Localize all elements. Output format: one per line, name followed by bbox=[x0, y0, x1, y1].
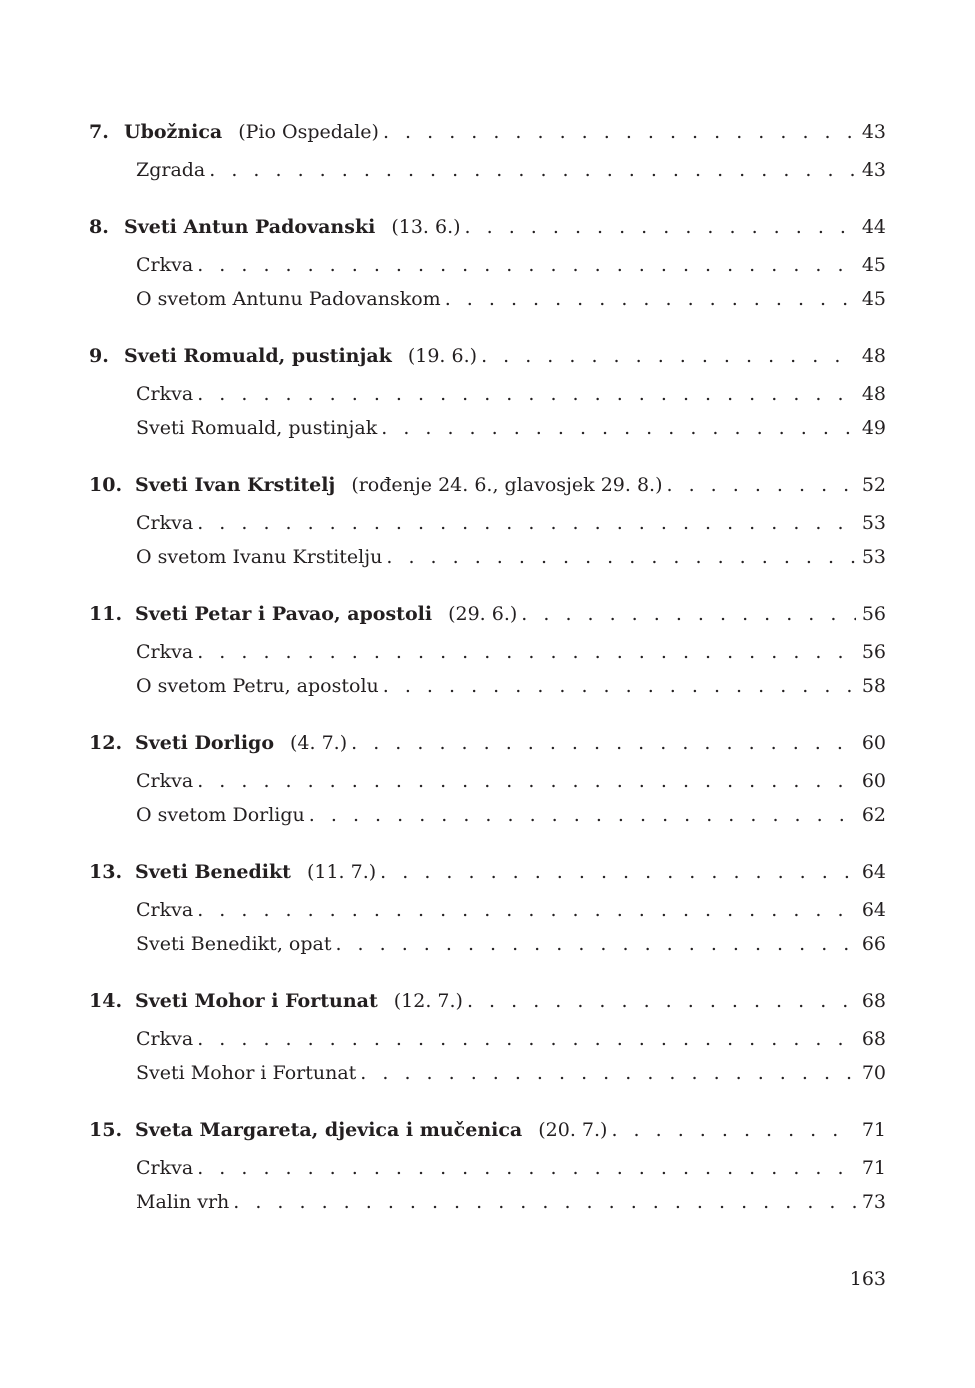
chapter-number: 11. bbox=[89, 603, 123, 625]
page-number: 43 bbox=[861, 159, 886, 181]
dot-leader bbox=[611, 1112, 855, 1148]
toc-subentry[interactable] bbox=[89, 248, 886, 282]
toc-subentry[interactable] bbox=[89, 282, 886, 316]
toc-section bbox=[89, 983, 886, 1090]
chapter-number: 13. bbox=[89, 861, 123, 883]
page-number: 70 bbox=[861, 1062, 886, 1084]
page-number: 58 bbox=[861, 675, 886, 697]
dot-leader bbox=[309, 798, 856, 832]
subentry-label: O svetom Dorligu bbox=[136, 804, 305, 826]
page-number: 68 bbox=[861, 990, 886, 1012]
dot-leader bbox=[335, 927, 855, 961]
toc-subentry[interactable] bbox=[89, 506, 886, 540]
dot-leader bbox=[351, 725, 856, 761]
toc-section bbox=[89, 114, 886, 187]
page-number: 52 bbox=[861, 474, 886, 496]
page-number: 48 bbox=[861, 345, 886, 367]
dot-leader bbox=[197, 893, 856, 927]
dot-leader bbox=[521, 596, 856, 632]
toc-section bbox=[89, 596, 886, 703]
chapter-date: (19. 6.) bbox=[407, 345, 478, 367]
subentry-label: Zgrada bbox=[136, 159, 206, 181]
dot-leader bbox=[209, 153, 856, 187]
dot-leader bbox=[386, 540, 855, 574]
chapter-date: (4. 7.) bbox=[290, 732, 348, 754]
chapter-title: Sveti Romuald, pustinjak bbox=[124, 345, 392, 367]
dot-leader bbox=[197, 764, 856, 798]
toc-chapter-entry[interactable] bbox=[89, 209, 886, 245]
toc-subentry[interactable] bbox=[89, 411, 886, 445]
dot-leader bbox=[445, 282, 856, 316]
page-number: 49 bbox=[861, 417, 886, 439]
chapter-title: Sveti Ivan Krstitelj bbox=[135, 474, 336, 496]
toc-chapter-entry[interactable] bbox=[89, 983, 886, 1019]
chapter-title: Sveti Petar i Pavao, apostoli bbox=[135, 603, 433, 625]
chapter-title: Sveta Margareta, djevica i mučenica bbox=[135, 1119, 523, 1141]
chapter-number: 10. bbox=[89, 474, 123, 496]
chapter-date: (29. 6.) bbox=[448, 603, 518, 625]
chapter-number: 8. bbox=[89, 216, 109, 238]
folio-page-number: 163 bbox=[849, 1268, 886, 1290]
subentry-label: Crkva bbox=[136, 254, 194, 276]
toc-subentry[interactable] bbox=[89, 1185, 886, 1219]
page-number: 64 bbox=[861, 861, 886, 883]
toc-chapter-entry[interactable] bbox=[89, 725, 886, 761]
dot-leader bbox=[667, 467, 856, 503]
chapter-date: (rođenje 24. 6., glavosjek 29. 8.) bbox=[351, 474, 663, 496]
subentry-label: Crkva bbox=[136, 383, 194, 405]
page-number: 48 bbox=[861, 383, 886, 405]
toc-subentry[interactable] bbox=[89, 1151, 886, 1185]
page-number: 53 bbox=[861, 512, 886, 534]
toc-section bbox=[89, 725, 886, 832]
page-number: 66 bbox=[861, 933, 886, 955]
toc-subentry[interactable] bbox=[89, 1056, 886, 1090]
page-number: 43 bbox=[861, 121, 886, 143]
page-number: 44 bbox=[861, 216, 886, 238]
chapter-title: Sveti Antun Padovanski bbox=[124, 216, 376, 238]
subentry-label: O svetom Petru, apostolu bbox=[136, 675, 379, 697]
toc-subentry[interactable] bbox=[89, 798, 886, 832]
chapter-number: 9. bbox=[89, 345, 109, 367]
page-number: 45 bbox=[861, 254, 886, 276]
toc-section bbox=[89, 1112, 886, 1219]
toc-subentry[interactable] bbox=[89, 635, 886, 669]
dot-leader bbox=[197, 377, 856, 411]
subentry-label: O svetom Antunu Padovanskom bbox=[136, 288, 441, 310]
chapter-title: Sveti Mohor i Fortunat bbox=[135, 990, 378, 1012]
chapter-date: (13. 6.) bbox=[391, 216, 461, 238]
chapter-number: 12. bbox=[89, 732, 123, 754]
page-number: 56 bbox=[861, 641, 886, 663]
page-number: 64 bbox=[861, 899, 886, 921]
toc-subentry[interactable] bbox=[89, 540, 886, 574]
toc-subentry[interactable] bbox=[89, 893, 886, 927]
dot-leader bbox=[380, 854, 856, 890]
dot-leader bbox=[197, 635, 856, 669]
page-number: 71 bbox=[861, 1157, 886, 1179]
page-number: 60 bbox=[861, 732, 886, 754]
toc-chapter-entry[interactable] bbox=[89, 1112, 886, 1148]
dot-leader bbox=[197, 248, 856, 282]
toc-subentry[interactable] bbox=[89, 764, 886, 798]
chapter-title: Ubožnica bbox=[124, 121, 223, 143]
toc-section bbox=[89, 467, 886, 574]
page-number: 73 bbox=[861, 1191, 886, 1213]
dot-leader bbox=[197, 1022, 856, 1056]
chapter-title: Sveti Dorligo bbox=[135, 732, 275, 754]
chapter-number: 7. bbox=[89, 121, 109, 143]
page-number: 56 bbox=[861, 603, 886, 625]
toc-subentry[interactable] bbox=[89, 1022, 886, 1056]
subentry-label: Crkva bbox=[136, 1157, 194, 1179]
toc-subentry[interactable] bbox=[89, 153, 886, 187]
toc-subentry[interactable] bbox=[89, 669, 886, 703]
chapter-date: (12. 7.) bbox=[393, 990, 463, 1012]
dot-leader bbox=[383, 669, 856, 703]
dot-leader bbox=[467, 983, 856, 1019]
page-number: 62 bbox=[861, 804, 886, 826]
toc-subentry[interactable] bbox=[89, 377, 886, 411]
page-number: 68 bbox=[861, 1028, 886, 1050]
toc-chapter-entry[interactable] bbox=[89, 114, 886, 150]
toc-chapter-entry[interactable] bbox=[89, 854, 886, 890]
chapter-date: (Pio Ospedale) bbox=[238, 121, 379, 143]
subentry-label: Crkva bbox=[136, 770, 194, 792]
subentry-label: Crkva bbox=[136, 641, 194, 663]
subentry-label: O svetom Ivanu Krstitelju bbox=[136, 546, 383, 568]
page-number: 60 bbox=[861, 770, 886, 792]
dot-leader bbox=[360, 1056, 856, 1090]
subentry-label: Sveti Benedikt, opat bbox=[136, 933, 332, 955]
subentry-label: Malin vrh bbox=[136, 1191, 230, 1213]
dot-leader bbox=[381, 411, 856, 445]
page-number: 71 bbox=[861, 1119, 886, 1141]
dot-leader bbox=[383, 114, 856, 150]
dot-leader bbox=[197, 1151, 856, 1185]
chapter-date: (20. 7.) bbox=[538, 1119, 608, 1141]
page-number: 45 bbox=[861, 288, 886, 310]
toc-chapter-entry[interactable] bbox=[89, 596, 886, 632]
chapter-number: 15. bbox=[89, 1119, 123, 1141]
table-of-contents bbox=[89, 114, 886, 1241]
dot-leader bbox=[465, 209, 856, 245]
toc-section bbox=[89, 209, 886, 316]
page-number: 53 bbox=[861, 546, 886, 568]
subentry-label: Crkva bbox=[136, 1028, 194, 1050]
chapter-title: Sveti Benedikt bbox=[135, 861, 291, 883]
chapter-date: (11. 7.) bbox=[306, 861, 377, 883]
subentry-label: Crkva bbox=[136, 512, 194, 534]
toc-chapter-entry[interactable] bbox=[89, 467, 886, 503]
toc-section bbox=[89, 854, 886, 961]
subentry-label: Crkva bbox=[136, 899, 194, 921]
chapter-number: 14. bbox=[89, 990, 123, 1012]
dot-leader bbox=[481, 338, 856, 374]
dot-leader bbox=[197, 506, 856, 540]
dot-leader bbox=[233, 1185, 856, 1219]
subentry-label: Sveti Romuald, pustinjak bbox=[136, 417, 378, 439]
toc-subentry[interactable] bbox=[89, 927, 886, 961]
subentry-label: Sveti Mohor i Fortunat bbox=[136, 1062, 357, 1084]
toc-section bbox=[89, 338, 886, 445]
toc-chapter-entry[interactable] bbox=[89, 338, 886, 374]
